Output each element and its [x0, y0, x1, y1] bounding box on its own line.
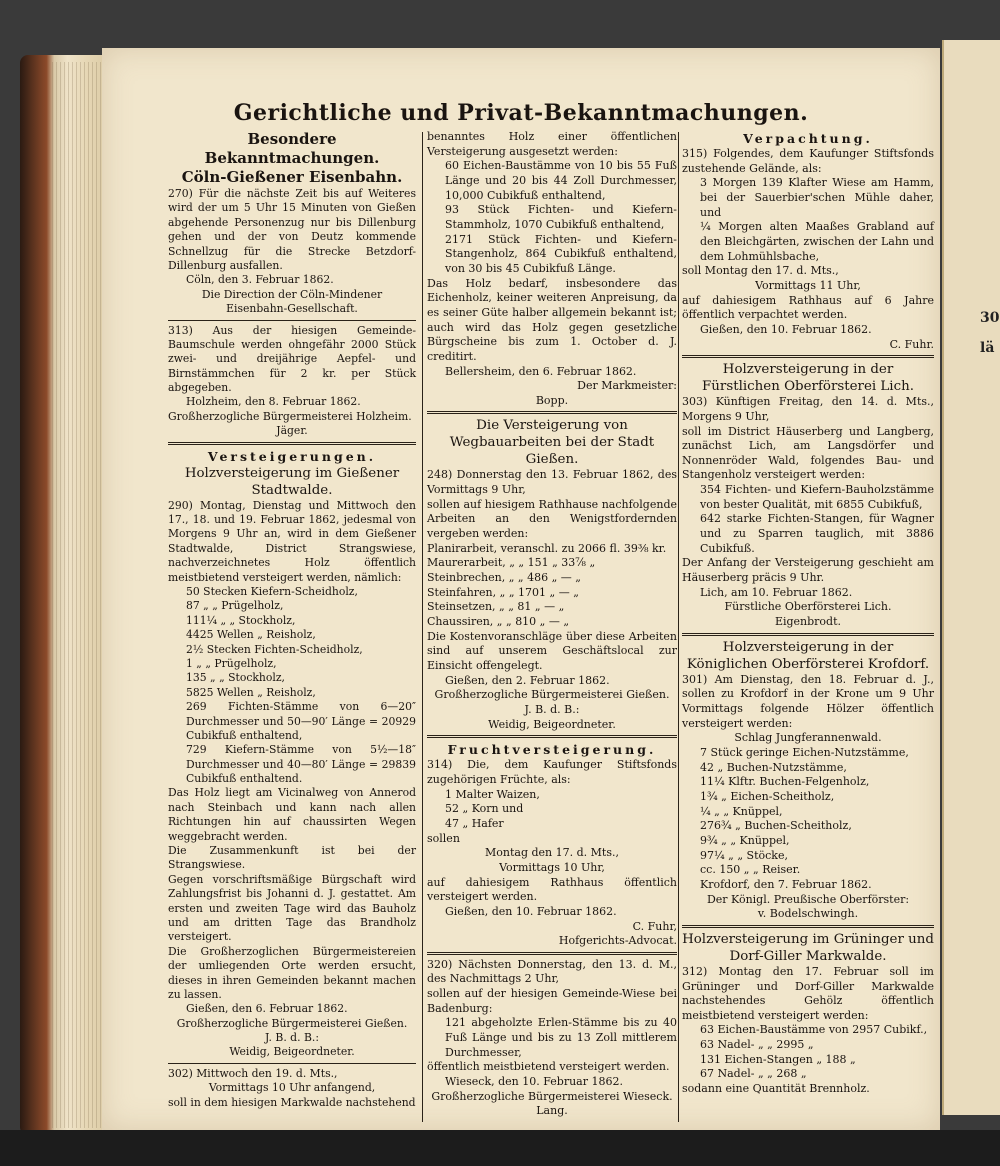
text-line: Vormittags 11 Uhr, — [755, 278, 861, 292]
text-line: 111¼ „ „ Stockholz, — [186, 613, 296, 627]
section-divider — [427, 952, 677, 955]
text-line: Hofgerichts-Advocat. — [558, 934, 677, 948]
text-line: 60 Eichen-Baustämme von 10 bis 55 Fuß Länge und 20 bis 44 Zoll Durchmesser, 10,000 Cubikfuß enthaltend, — [445, 159, 677, 202]
text-line: Die Direction der Cöln-Mindener — [201, 287, 383, 301]
text-line: Weidig, Beigeordneter. — [229, 1045, 355, 1059]
section-heading: Die Versteigerung von Wegbauarbeiten bei der Stadt Gießen. — [449, 418, 655, 468]
text-line: 248) Donnerstag den 13. Februar 1862, des Vormittags 9 Uhr, — [427, 468, 677, 497]
text-line: 642 starke Fichten-Stangen, für Wagner und zu Sparren tauglich, mit 3886 Cubikfuß. — [700, 512, 934, 555]
text-line: 1 „ „ Prügelholz, — [186, 656, 277, 670]
text-line: 63 Eichen-Baustämme von 2957 Cubikf., — [700, 1023, 928, 1037]
page-title: Gerichtliche und Privat-Bekanntmachungen. — [233, 100, 809, 126]
text-line: Bopp. — [535, 393, 569, 407]
bottom-shadow — [0, 1130, 1000, 1166]
section-heading: Holzversteigerung im Gießener Stadtwalde. — [184, 465, 400, 498]
text-line: 63 Nadel- „ „ 2995 „ — [700, 1038, 814, 1052]
text-line: Krofdorf, den 7. Februar 1862. — [700, 877, 872, 891]
text-line: 290) Montag, Dienstag und Mittwoch den 17., 18. und 19. Februar 1862, jedesmal von Morgens 9 Uhr an, wird in dem Gießener Stadtwalde, District Strangswiese, nachverzeichnetes Holz öffentlich meistbietend versteigert werden, nämlich: — [168, 498, 416, 584]
section-heading: Versteigerungen. — [207, 448, 377, 464]
text-line: 50 Stecken Kiefern-Scheidholz, — [186, 584, 358, 598]
section-heading: Holzversteigerung in der Fürstlichen Oberförsterei Lich. — [702, 362, 914, 395]
text-line: sollen — [427, 831, 460, 845]
text-line: Eisenbahn-Gesellschaft. — [226, 302, 358, 316]
section-divider — [427, 411, 677, 414]
text-line: 301) Am Dienstag, den 18. Februar d. J., sollen zu Krofdorf in der Krone um 9 Uhr Vormittags folgende Hölzer öffentlich versteigert werden: — [682, 672, 934, 730]
text-line: 1¾ „ Eichen-Scheitholz, — [700, 789, 835, 803]
text-line: ¼ Morgen alten Maaßes Grabland auf den Bleichgärten, zwischen der Lahn und dem Lohmühlsbache, — [700, 220, 934, 263]
text-line: Großherzogliche Bürgermeisterei Gießen. — [176, 1016, 408, 1030]
text-line: Cöln, den 3. Februar 1862. — [186, 273, 334, 287]
text-line: Steinbrechen, „ „ 486 „ — „ — [427, 571, 581, 585]
section-divider — [682, 355, 934, 358]
text-line: J. B. d. B.: — [265, 1031, 319, 1045]
newspaper-page — [102, 48, 940, 1130]
text-line: soll im District Häuserberg und Langberg, zunächst Lich, am Langsdörfer und Nonnenröder Wald, folgendes Bau- und Stangenholz versteigert werden: — [682, 424, 934, 482]
text-line: Großherzogliche Bürgermeisterei Gießen. — [434, 688, 670, 702]
text-line: Wieseck, den 10. Februar 1862. — [445, 1075, 623, 1089]
text-line: Maurerarbeit, „ „ 151 „ 33⅞ „ — [427, 556, 596, 570]
text-line: 354 Fichten- und Kiefern-Bauholzstämme von bester Qualität, mit 6855 Cubikfuß, — [700, 483, 934, 511]
text-line: 303) Künftigen Freitag, den 14. d. Mts., Morgens 9 Uhr, — [682, 395, 934, 423]
text-line: 320) Nächsten Donnerstag, den 13. d. M., des Nachmittags 2 Uhr, — [427, 957, 677, 986]
text-line: 5825 Wellen „ Reisholz, — [186, 685, 316, 699]
text-line: 131 Eichen-Stangen „ 188 „ — [700, 1052, 856, 1066]
text-line: Der Königl. Preußische Oberförster: — [706, 892, 910, 906]
text-line: Bellersheim, den 6. Februar 1862. — [445, 364, 637, 378]
text-line: 47 „ Hafer — [445, 816, 504, 830]
text-line: 87 „ „ Prügelholz, — [186, 599, 284, 613]
section-heading: Fruchtversteigerung. — [447, 742, 657, 758]
text-line: Gießen, den 2. Februar 1862. — [445, 673, 610, 687]
column-rule — [422, 132, 423, 1122]
text-line: C. Fuhr, — [632, 919, 677, 933]
section-heading: Cöln-Gießener Eisenbahn. — [181, 168, 403, 186]
text-line: 302) Mittwoch den 19. d. Mts., — [168, 1066, 338, 1080]
text-line: Das Holz bedarf, insbesondere das Eichenholz, keiner weiteren Anpreisung, da es seiner Güte halber allgemein bekannt ist; auch wird das Holz gegen gesetzliche Bürgscheine bis zum 1. October d. J. creditirt. — [427, 276, 677, 363]
column-left — [168, 130, 416, 1110]
text-line: Vormittags 10 Uhr anfangend, — [208, 1081, 376, 1095]
text-line: Gießen, den 10. Februar 1862. — [700, 322, 872, 336]
text-line: sodann eine Quantität Brennholz. — [682, 1082, 870, 1096]
text-line: Steinsetzen, „ „ 81 „ — „ — [427, 600, 565, 614]
column-middle — [427, 130, 677, 1119]
text-line: 9¾ „ „ Knüppel, — [700, 833, 790, 847]
text-line: benanntes Holz einer öffentlichen Versteigerung ausgesetzt werden: — [427, 130, 677, 158]
text-line: sollen auf hiesigem Rathhause nachfolgende Arbeiten an den Wenigstfordernden vergeben werden: — [427, 497, 677, 541]
text-line: Weidig, Beigeordneter. — [488, 717, 616, 731]
text-line: Chaussiren, „ „ 810 „ — „ — [427, 615, 570, 629]
text-line: J. B. d. B.: — [524, 702, 580, 716]
text-line: auf dahiesigem Rathhaus öffentlich versteigert werden. — [427, 875, 677, 904]
text-line: v. Bodelschwingh. — [757, 907, 859, 921]
section-heading: Holzversteigerung in der Königlichen Oberförsterei Krofdorf. — [686, 639, 930, 672]
text-line: 52 „ Korn und — [445, 802, 524, 816]
text-line: 314) Die, dem Kaufunger Stiftsfonds zugehörigen Früchte, als: — [427, 758, 677, 786]
text-line: Der Anfang der Versteigerung geschieht am Häuserberg präcis 9 Uhr. — [682, 556, 934, 585]
text-line: 121 abgeholzte Erlen-Stämme bis zu 40 Fuß Länge und bis zu 13 Zoll mittlerem Durchmesser, — [445, 1016, 677, 1059]
text-line: 315) Folgendes, dem Kaufunger Stiftsfonds zustehende Gelände, als: — [682, 147, 934, 175]
text-line: 269 Fichten-Stämme von 6—20″ Durchmesser und 50—90′ Länge = 20929 Cubikfuß enthaltend, — [186, 700, 416, 742]
text-line: sollen auf der hiesigen Gemeinde-Wiese bei Badenburg: — [427, 987, 677, 1015]
text-line: 67 Nadel- „ „ 268 „ — [700, 1067, 807, 1081]
section-divider — [168, 442, 416, 445]
text-line: Die Kostenvoranschläge über diese Arbeiten sind auf unserem Geschäftslocal zur Einsicht offengelegt. — [427, 629, 677, 672]
text-line: Gegen vorschriftsmäßige Bürgschaft wird Zahlungsfrist bis Johanni d. J. gestattet. Am ersten und zweiten Tage wird das Bauholz und am dritten Tage das Brandholz versteigert. — [168, 872, 416, 944]
text-line: 2½ Stecken Fichten-Scheidholz, — [186, 642, 363, 656]
section-heading: Verpachtung. — [743, 131, 873, 146]
text-line: ¼ „ „ Knüppel, — [700, 804, 783, 818]
text-line: soll Montag den 17. d. Mts., — [682, 264, 839, 278]
text-line: Der Markmeister: — [577, 379, 677, 393]
text-line: Gießen, den 10. Februar 1862. — [445, 904, 617, 918]
text-line: 93 Stück Fichten- und Kiefern-Stammholz, 1070 Cubikfuß enthaltend, — [445, 203, 677, 231]
text-line: öffentlich meistbietend versteigert werden. — [427, 1060, 670, 1074]
text-line: Vormittags 10 Uhr, — [499, 860, 605, 874]
section-heading: Holzversteigerung im Grüninger und Dorf-Giller Markwalde. — [682, 931, 934, 964]
text-line: 2171 Stück Fichten- und Kiefern-Stangenholz, 864 Cubikfuß enthaltend, von 30 bis 45 Cubikfuß Länge. — [445, 232, 677, 275]
text-line: Fürstliche Oberförsterei Lich. — [724, 600, 892, 614]
facing-page-fragment: 30 — [980, 310, 1000, 326]
text-line: 97¼ „ „ Stöcke, — [700, 848, 788, 862]
text-line: 42 „ Buchen-Nutzstämme, — [700, 760, 847, 774]
text-line: Großherzogliche Bürgermeisterei Holzheim. — [168, 409, 412, 423]
text-line: Gießen, den 6. Februar 1862. — [186, 1002, 348, 1016]
text-line: Die Großherzoglichen Bürgermeistereien der umliegenden Orte werden ersucht, dieses in ihren Gemeinden bekannt machen zu lassen. — [168, 944, 416, 1001]
facing-page-fragment: lä — [980, 340, 995, 356]
text-line: 270) Für die nächste Zeit bis auf Weiteres wird der um 5 Uhr 15 Minuten von Gießen abgehende Personenzug nur bis Dillenburg gehen und der von Deutz kommende Schnellzug für die Strecke Betzdorf-Dillenburg ausfallen. — [168, 187, 416, 272]
facing-page-edge — [942, 40, 1000, 1115]
section-divider — [427, 735, 677, 738]
text-line: Lich, am 10. Februar 1862. — [700, 585, 853, 599]
section-divider — [168, 320, 416, 321]
text-line: Großherzogliche Bürgermeisterei Wieseck. — [431, 1089, 673, 1103]
column-rule — [678, 132, 679, 1122]
text-line: 3 Morgen 139 Klafter Wiese am Hamm, bei der Sauerbier'schen Mühle daher, und — [700, 176, 934, 219]
text-line: 7 Stück geringe Eichen-Nutzstämme, — [700, 745, 909, 759]
text-line: 313) Aus der hiesigen Gemeinde-Baumschule werden ohngefähr 2000 Stück zwei- und dreijährige Aepfel- und Birnstämmchen für 2 kr. per Stück abgegeben. — [168, 323, 416, 395]
text-line: 276¾ „ Buchen-Scheitholz, — [700, 819, 852, 833]
text-line: Planirarbeit, veranschl. zu 2066 fl. 39⅜ kr. — [427, 541, 667, 555]
text-line: soll in dem hiesigen Markwalde nachstehend — [168, 1095, 416, 1109]
text-line: Montag den 17. d. Mts., — [485, 846, 619, 860]
text-line: 135 „ „ Stockholz, — [186, 671, 285, 685]
text-line: 1 Malter Waizen, — [445, 787, 540, 801]
text-line: Lang. — [536, 1104, 568, 1118]
text-line: Holzheim, den 8. Februar 1862. — [186, 395, 361, 409]
text-line: Steinfahren, „ „ 1701 „ — „ — [427, 585, 579, 599]
section-divider — [682, 925, 934, 928]
text-line: 11¼ Klftr. Buchen-Felgenholz, — [700, 775, 870, 789]
section-divider — [682, 633, 934, 636]
text-line: 312) Montag den 17. Februar soll im Grüninger und Dorf-Giller Markwalde nachstehendes Gehölz öffentlich meistbietend versteigert werden: — [682, 964, 934, 1022]
column-right — [682, 130, 934, 1097]
section-divider — [168, 1063, 416, 1064]
text-line: C. Fuhr. — [889, 337, 934, 351]
text-line: Jäger. — [276, 424, 308, 438]
text-line: Eigenbrodt. — [774, 615, 842, 629]
text-line: auf dahiesigem Rathhaus auf 6 Jahre öffentlich verpachtet werden. — [682, 293, 934, 322]
section-heading: Besondere Bekanntmachungen. — [204, 130, 380, 167]
text-line: 4425 Wellen „ Reisholz, — [186, 628, 316, 642]
text-line: Die Zusammenkunft ist bei der Strangswiese. — [168, 844, 416, 872]
text-line: cc. 150 „ „ Reiser. — [700, 863, 801, 877]
text-line: Schlag Jungferannenwald. — [734, 731, 882, 745]
text-line: Das Holz liegt am Vicinalweg von Annerod nach Steinbach und kann nach allen Richtungen hin auf chaussirten Wegen weggebracht werden. — [168, 786, 416, 843]
text-line: 729 Kiefern-Stämme von 5½—18″ Durchmesser und 40—80′ Länge = 29839 Cubikfuß enthaltend. — [186, 743, 416, 786]
